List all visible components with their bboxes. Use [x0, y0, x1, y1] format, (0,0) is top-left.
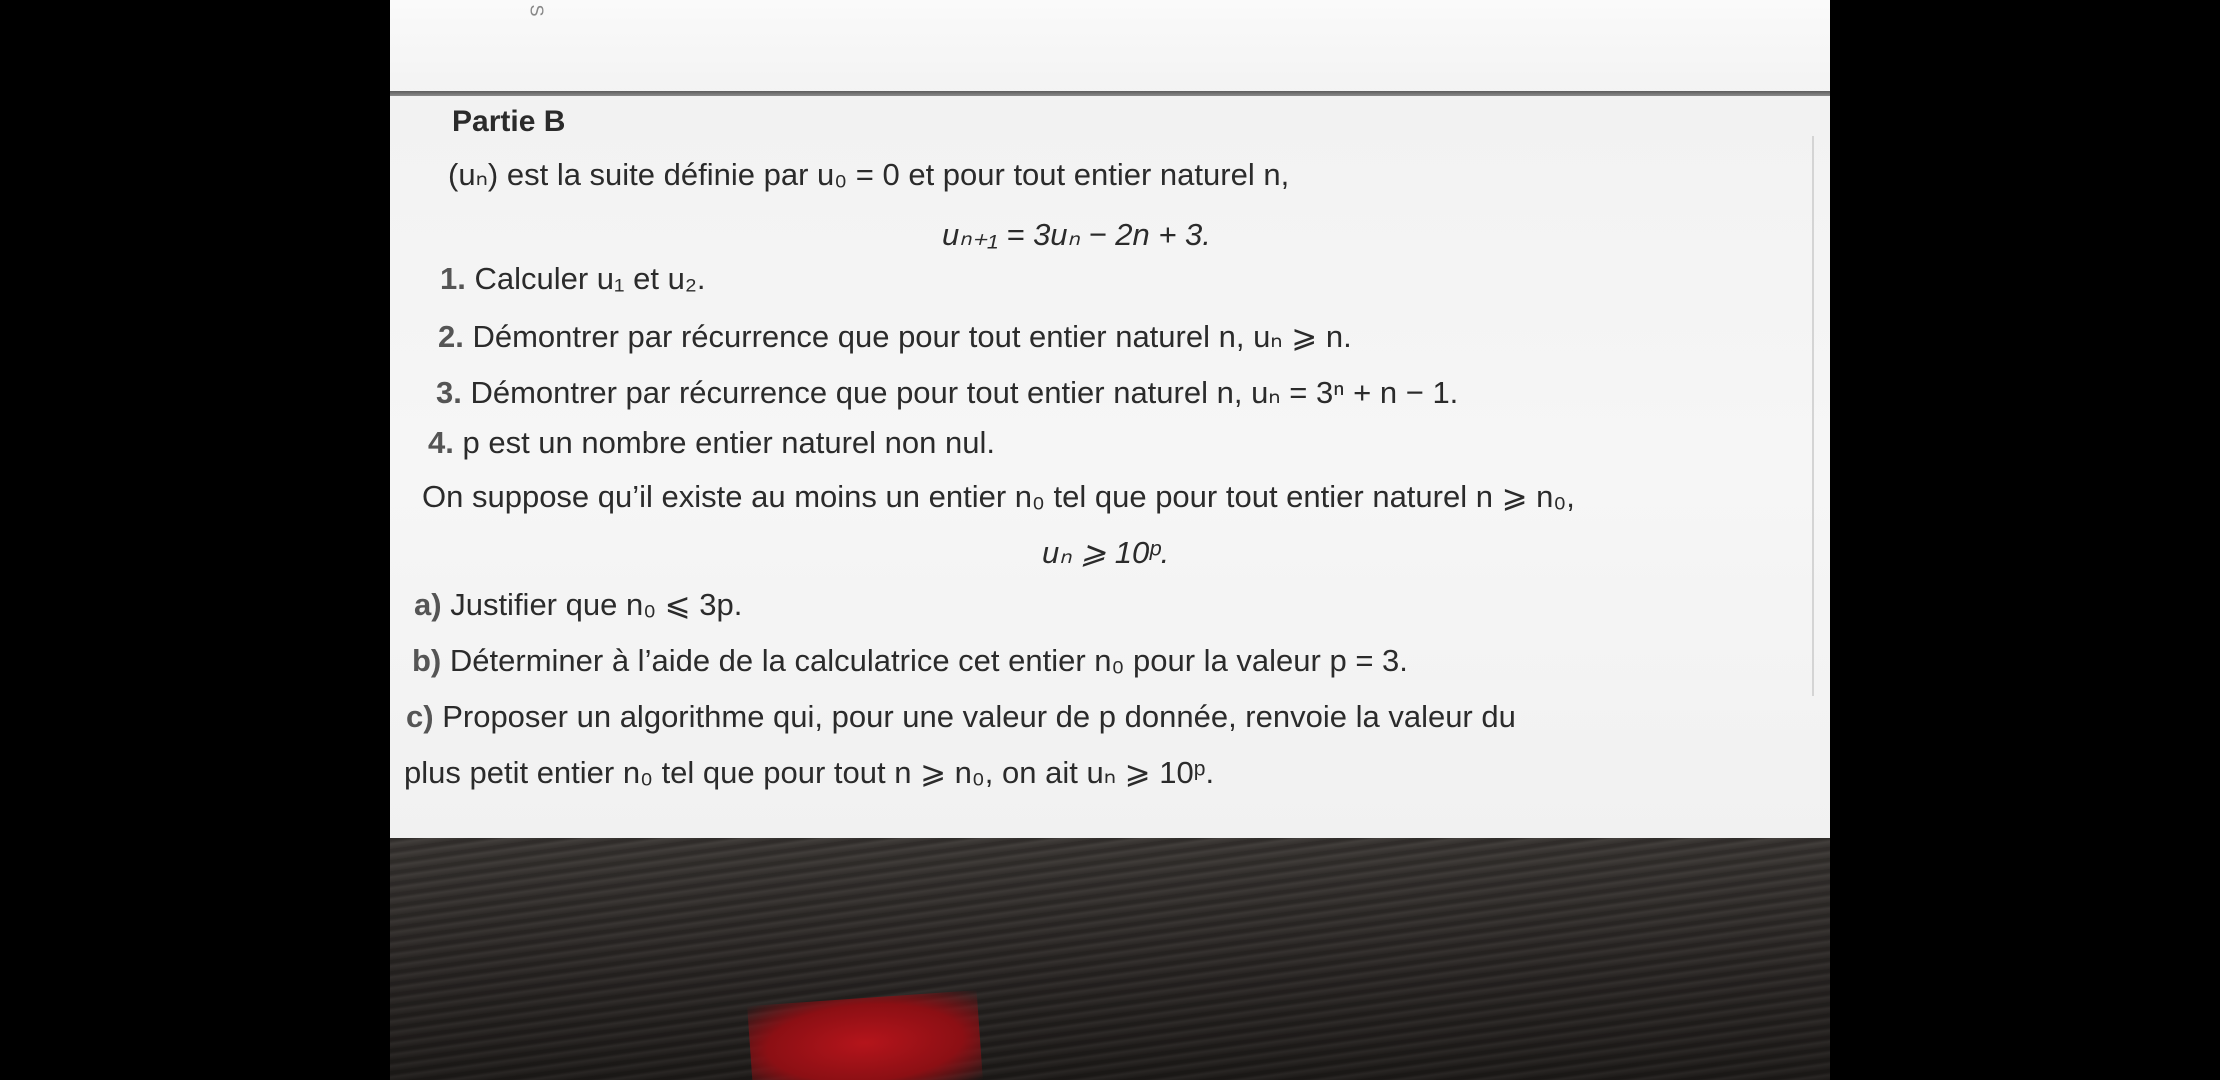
red-object	[747, 990, 983, 1080]
question-4-text: p est un nombre entier naturel non nul.	[462, 425, 995, 460]
top-mark: S	[526, 4, 547, 17]
condition-formula: uₙ ⩾ 10ᵖ.	[1042, 535, 1170, 570]
question-c-text: Proposer un algorithme qui, pour une valeur de p donnée, renvoie la valeur du	[442, 699, 1516, 734]
question-b-text: Déterminer à l’aide de la calculatrice cet entier n₀ pour la valeur p = 3.	[449, 643, 1408, 678]
paper-top-sheet	[390, 0, 1830, 95]
question-c	[406, 698, 1516, 735]
question-1	[440, 260, 705, 297]
question-c-continued: plus petit entier n₀ tel que pour tout n ⩾ n₀, on ait uₙ ⩾ 10ᵖ.	[404, 755, 1215, 790]
question-b	[412, 642, 1408, 679]
intro-line: (uₙ) est la suite définie par u₀ = 0 et pour tout entier naturel n,	[448, 157, 1290, 192]
question-a-label: a)	[414, 587, 442, 622]
question-3	[436, 374, 1458, 411]
question-b-label: b)	[412, 643, 442, 678]
question-c-label: c)	[406, 699, 434, 734]
question-1-number: 1.	[440, 261, 466, 296]
question-a-text: Justifier que n₀ ⩽ 3p.	[450, 587, 743, 622]
question-1-text: Calculer u₁ et u₂.	[474, 261, 706, 296]
question-a	[414, 586, 742, 623]
question-2-text: Démontrer par récurrence que pour tout entier naturel n, uₙ ⩾ n.	[472, 319, 1352, 354]
question-3-number: 3.	[436, 375, 462, 410]
question-4-number: 4.	[428, 425, 454, 460]
wooden-table	[390, 838, 1830, 1080]
question-2-number: 2.	[438, 319, 464, 354]
question-4	[428, 424, 995, 461]
suppose-line: On suppose qu’il existe au moins un entier n₀ tel que pour tout entier naturel n ⩾ n₀,	[422, 479, 1575, 514]
question-2	[438, 318, 1352, 355]
question-3-text: Démontrer par récurrence que pour tout entier naturel n, uₙ = 3ⁿ + n − 1.	[470, 375, 1459, 410]
section-title: Partie B	[452, 105, 566, 138]
recurrence-formula: uₙ₊₁ = 3uₙ − 2n + 3.	[942, 217, 1211, 252]
photo	[390, 0, 1830, 1080]
paper-margin-line	[1812, 136, 1814, 696]
